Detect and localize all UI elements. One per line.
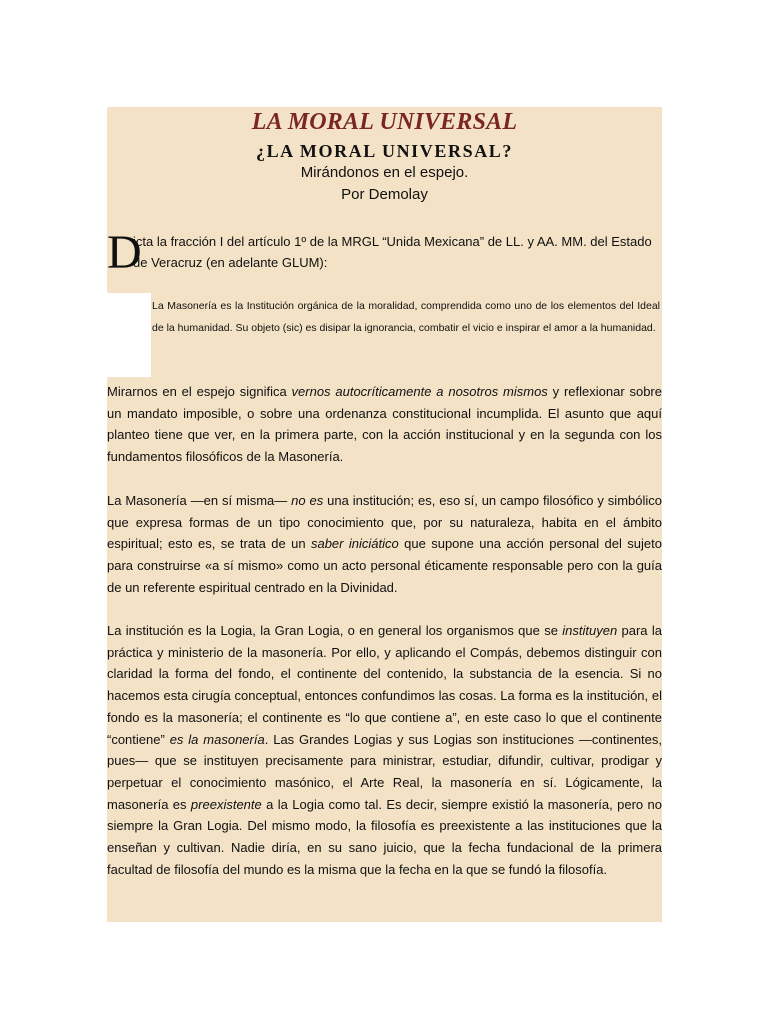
subtitle: ¿LA MORAL UNIVERSAL? [255, 141, 514, 161]
body-paragraph-2 [107, 490, 662, 599]
body-paragraph-1 [107, 381, 662, 468]
author-line: Por Demolay [341, 186, 428, 203]
emphasized-text: instituyen [562, 623, 618, 638]
emphasized-text: es la masonería [169, 731, 265, 747]
emphasized-text: vernos autocríticamente a nosotros mismos [291, 384, 548, 399]
emphasized-text: preexistente [190, 796, 262, 812]
paragraph-text: que supone una acción personal del sujeto para construirse «a sí mismo» como un acto personal éticamente responsable pero con la guía de un referente espiritual centrado en la Divinidad. [107, 536, 662, 595]
emphasized-text: no es [291, 493, 324, 508]
intro-paragraph: icta la fracción I del artículo 1º de la MRGL “Unida Mexicana” de LL. y AA. MM. del Estado de Veracruz (en adelante GLUM): [133, 234, 652, 270]
paragraph-text: para la práctica y ministerio de la masonería. Por ello, y aplicando el Compás, debemos distinguir con claridad la forma del fondo, el continente del contenido, la substancia de la esencia. Si no hacemos esta cirugía conceptual, entonces confundimos las cosas. La forma es la institución, el fondo es la masonería; el continente es “lo que contiene a”, en este caso lo que el continente “contiene” [107, 623, 662, 747]
block-quote: La Masonería es la Institución orgánica de la moralidad, comprendida como uno de los elementos del Ideal de la humanidad. Su objeto (sic) es disipar la ignorancia, combatir el vicio e inspirar el amor a la humanidad. [152, 300, 660, 334]
paragraph-text: a la Logia como tal. Es decir, siempre existió la masonería, pero no siempre la Gran Logia. Del mismo modo, la filosofía es preexistente a las instituciones que la enseñan y cultivan. Nadie diría, en su sano juicio, que la fecha fundacional de la primera facultad de filosofía del mundo es la misma que la fecha en la que se fundó la filosofía. [107, 796, 662, 877]
body-paragraph-3 [107, 620, 662, 880]
paragraph-text: y reflexionar sobre un mandato imposible, o sobre una ordenanza constitucional incumplida. El asunto que aquí planteo tiene que ver, en la primera parte, con la acción institucional y en la segunda con los fundamentos filosóficos de la Masonería. [107, 384, 662, 465]
document-page [107, 107, 662, 922]
subtitle-line-1: Mirándonos en el espejo. [300, 164, 469, 181]
paragraph-text: una institución; es, eso sí, un campo filosófico y simbólico que expresa formas de un tipo conocimiento que, por su naturaleza, habita en el ámbito espiritual; esto es, se trata de un [107, 493, 662, 552]
paragraph-text: La institución es la Logia, la Gran Logia, o en general los organismos que se [107, 623, 563, 638]
emphasized-text: saber iniciático [310, 536, 399, 552]
main-title: LA MORAL UNIVERSAL [251, 109, 518, 135]
paragraph-text: La Masonería —en sí misma— [107, 493, 292, 508]
quote-indent-gap [107, 293, 151, 377]
paragraph-text: Mirarnos en el espejo significa [107, 384, 292, 399]
paragraph-text: . Las Grandes Logias y sus Logias son instituciones —continentes, pues— que se instituyen precisamente para ministrar, estudiar, difundir, cultivar, prodigar y perpetuar el conocimiento masónico, el Arte Real, la masonería en sí. Lógicamente, la masonería es [107, 731, 662, 812]
drop-cap: D [107, 226, 142, 279]
